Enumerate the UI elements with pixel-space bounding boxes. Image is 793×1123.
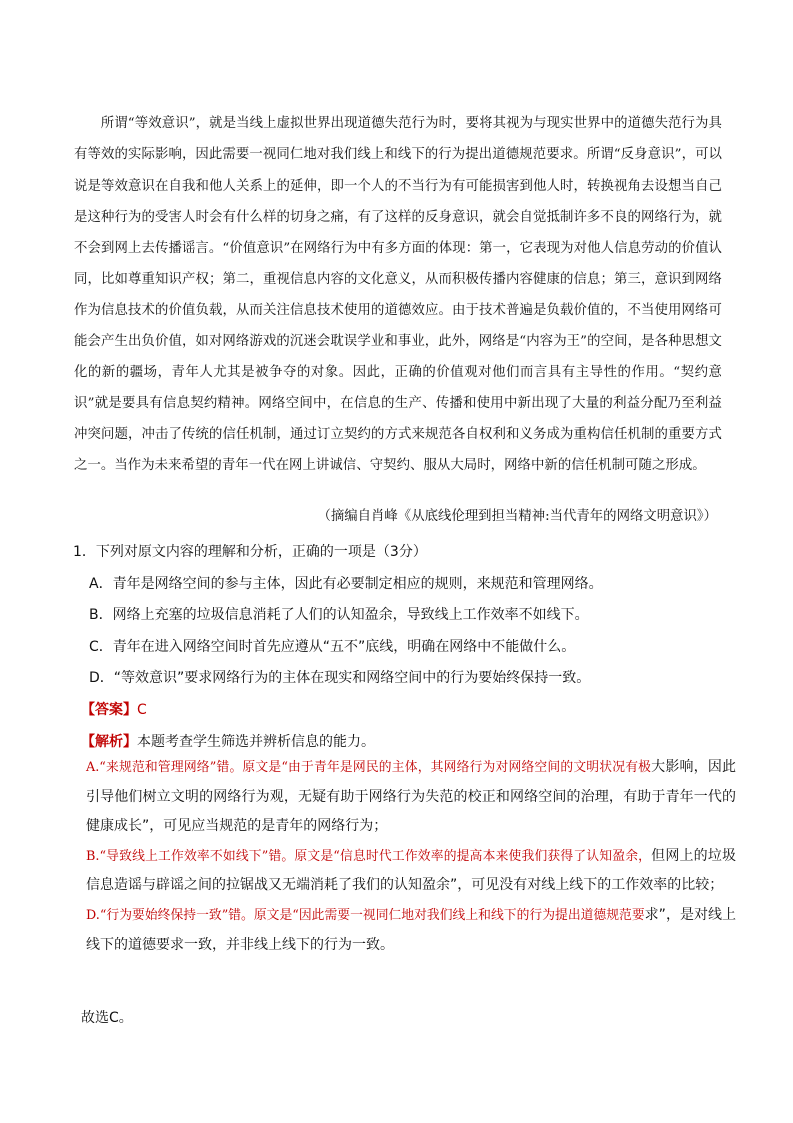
option-c: C．青年在进入网络空间时首先应遵从“五不”底线，明确在网络中不能做什么。 [89,638,576,655]
option-a: A．青年是网络空间的参与主体，因此有必要制定相应的规则，来规范和管理网络。 [89,575,603,592]
analysis-item-rest: 求”，是对线上线下的道德要求一致，并非线上线下的行为一致。 [86,906,736,953]
analysis-item-b [86,842,736,901]
question-1 [73,537,733,695]
analysis-details [86,753,736,960]
analysis-item-rest: 但网上的垃圾信息造谣与辟谣之间的拉锯战又无端消耗了我们的认知盈余”，可见没有对线上线下的工作效率的比较； [86,847,736,894]
analysis-conclusion: 故选C。 [81,1010,133,1026]
passage-text: 所谓“等效意识”，就是当线上虚拟世界出现道德失范行为时，要将其视为与现实世界中的道德失范行为具有等效的实际影响，因此需要一视同仁地对我们线上和线下的行为提出道德规范要求。所谓“反身意识”，可以说是等效意识在自我和他人关系上的延伸，即一个人的不当行为有可能损害到他人时，转换视角去设想当自己是这种行为的受害人时会有什么样的切身之痛，有了这样的反身意识，就会自觉抵制许多不良的网络行为，就不会到网上去传播谣言。“价值意识”在网络行为中有多方面的体现：第一，它表现为对他人信息劳动的价值认同，比如尊重知识产权；第二，重视信息内容的文化意义，从而积极传播内容健康的信息；第三，意识到网络作为信息技术的价值负载，从而关注信息技术使用的道德效应。由于技术普遍是负载价值的，不当使用网络可能会产生出负价值，如对网络游戏的沉迷会耽误学业和事业，此外，网络是“内容为王”的空间，是各种思想文化的新的疆场，青年人尤其是被争夺的对象。因此，正确的价值观对他们而言具有主导性的作用。“契约意识”就是要具有信息契约精神。网络空间中，在信息的生产、传播和使用中新出现了大量的利益分配乃至利益冲突问题，冲击了传统的信任机制，通过订立契约的方式来规范各自权利和义务成为重构信任机制的重要方式之一。当作为未来希望的青年一代在网上讲诚信、守契约、服从大局时，网络中新的信任机制可随之形成。 [74,116,722,474]
analysis-item-rest: 大影响，因此引导他们树立文明的网络行为观，无疑有助于网络行为失范的校正和网络空间的治理，有助于青年一代的健康成长”，可见应当规范的是青年的网络行为； [86,759,737,835]
answer-block [73,695,733,758]
analysis-item-lead: D.“行为要始终保持一致”错。原文是“因此需要一视同仁地对我们线上和线下的行为提出道德规范要 [86,907,645,923]
answer-tag: 【答案】 [81,702,137,718]
option-b: B．网络上充塞的垃圾信息消耗了人们的认知盈余，导致线上工作效率不如线下。 [89,607,589,623]
analysis-item-lead: B.“导致线上工作效率不如线下”错。原文是“信息时代工作效率的提高本来使我们获得了认知盈余， [86,848,652,864]
analysis-intro: 本题考查学生筛选并辨析信息的能力。 [137,733,375,750]
passage-source: （摘编自肖峰《从底线伦理到担当精神:当代青年的网络文明意识》） [317,509,717,524]
analysis-item-lead: A.“来规范和管理网络”错。原文是“由于青年是网民的主体，其网络行为对网络空间的文明状况有极 [86,760,652,775]
analysis-tag: 【解析】 [81,733,137,750]
answer-line [73,695,733,727]
analysis-item-d [86,901,736,960]
answer-value: C [137,702,147,718]
option-list [73,569,733,695]
question-stem: 1．下列对原文内容的理解和分析，正确的一项是（3分） [73,544,427,560]
option-d: D．“等效意识”要求网络行为的主体在现实和网络空间中的行为要始终保持一致。 [89,670,591,686]
analysis-item-a [86,753,736,842]
